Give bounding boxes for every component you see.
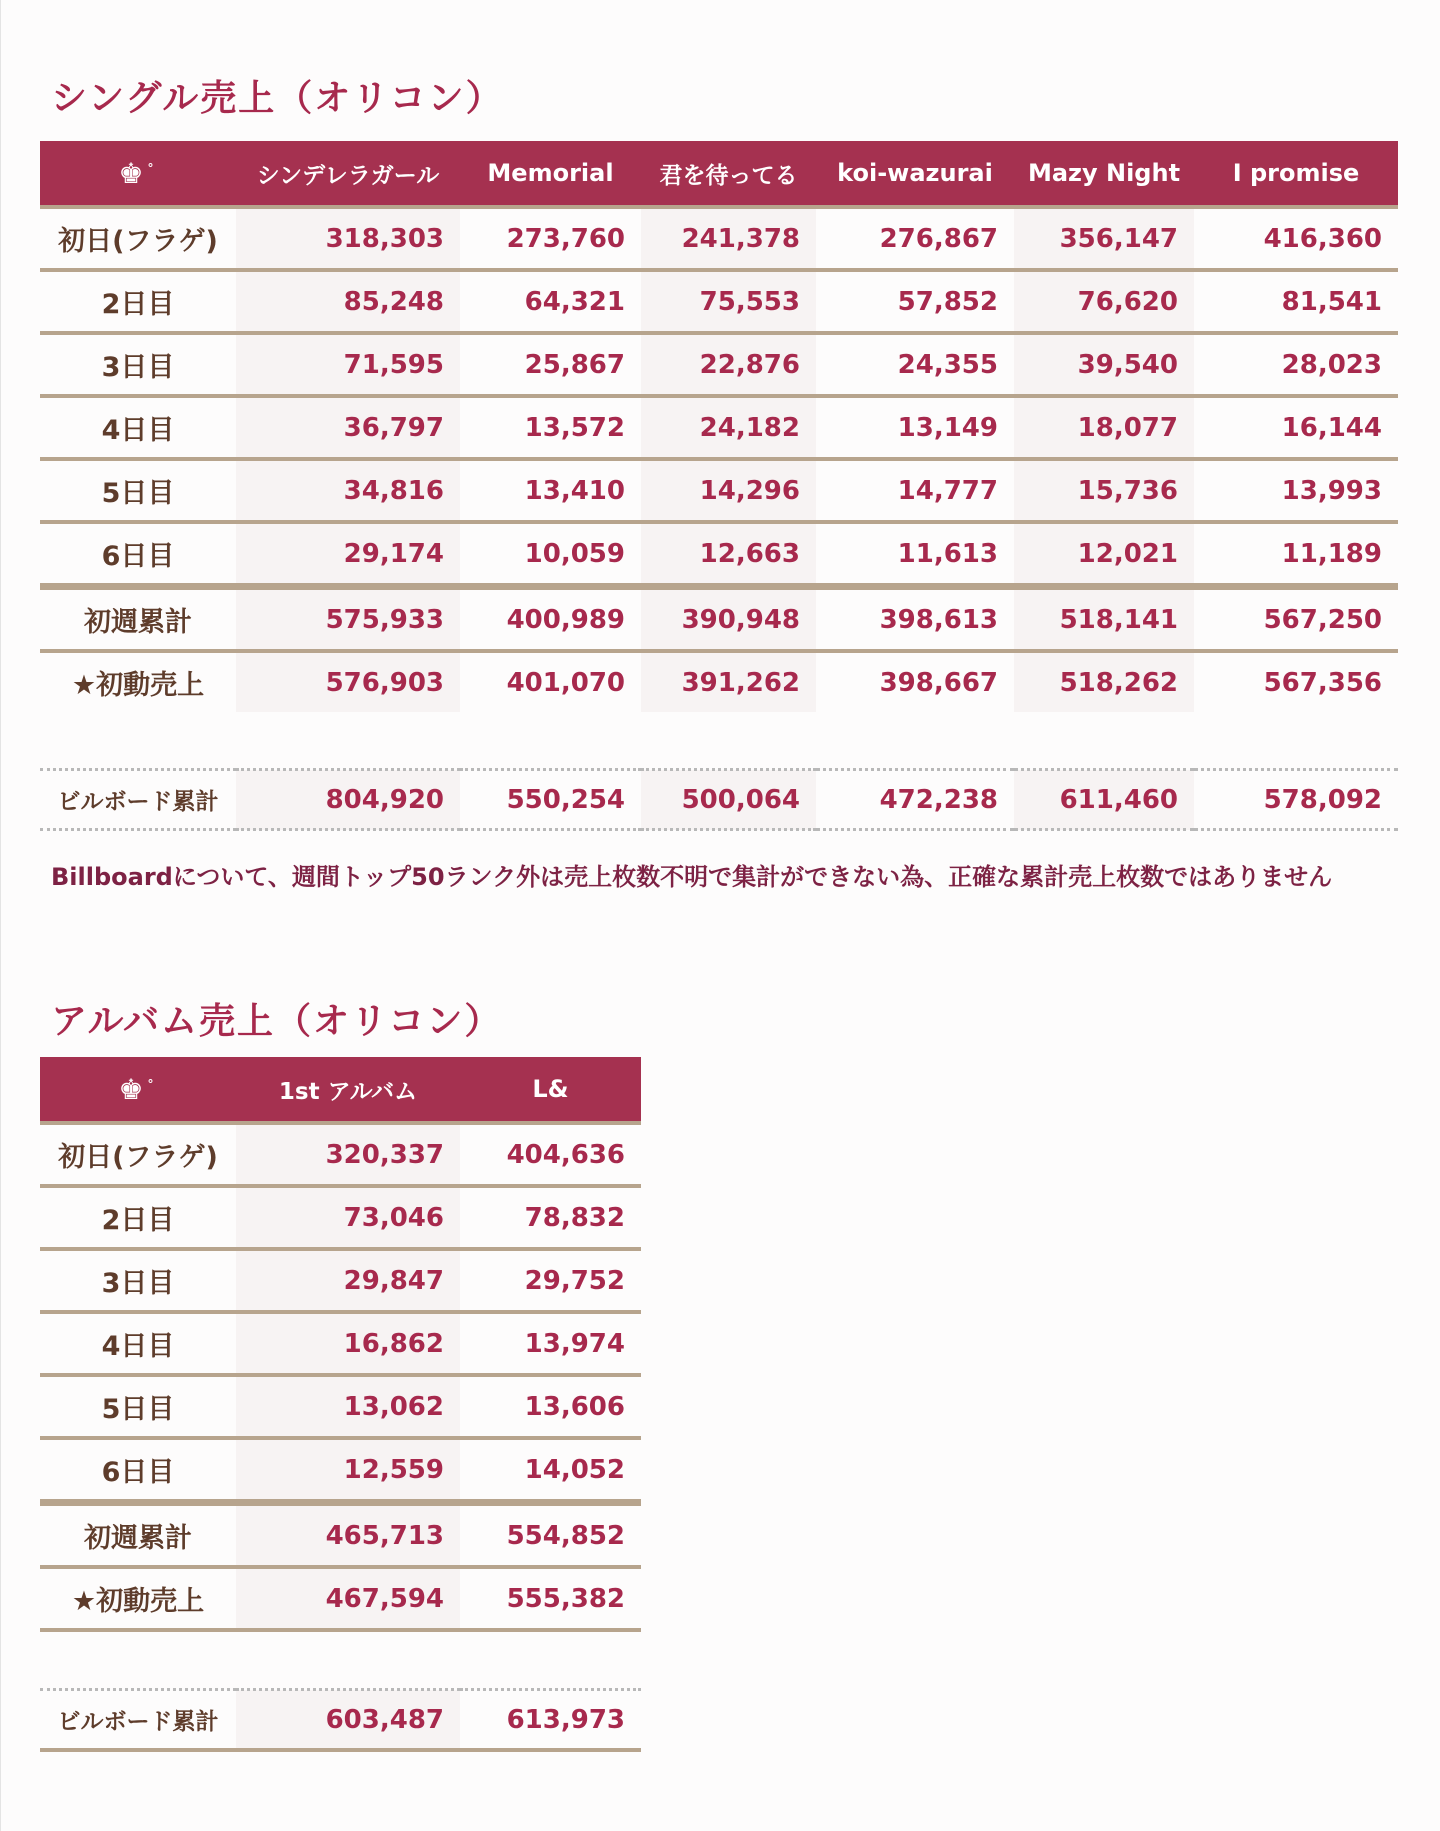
sales-cell: 398,613 (816, 587, 1014, 652)
sales-cell: 12,021 (1014, 522, 1194, 587)
sales-cell: 36,797 (236, 396, 460, 459)
table-row-billboard-total (40, 1690, 641, 1751)
row-label: 3日目 (40, 333, 236, 396)
sales-cell: 804,920 (236, 770, 460, 830)
sales-cell: 416,360 (1194, 207, 1398, 270)
sales-cell: 14,296 (641, 459, 816, 522)
sales-cell: 576,903 (236, 651, 460, 712)
singles-header-kimi-wo-matteru: 君を待ってる (641, 141, 816, 207)
row-label: 5日目 (40, 1375, 236, 1438)
row-label: 5日目 (40, 459, 236, 522)
sales-cell: 518,262 (1014, 651, 1194, 712)
sales-cell: 613,973 (460, 1690, 641, 1751)
singles-header-memorial: Memorial (460, 141, 641, 207)
sales-cell: 85,248 (236, 270, 460, 333)
singles-header-row (40, 141, 1398, 207)
crown-icon: ♚° (40, 1057, 236, 1123)
singles-header-cinderella-girl: シンデレラガール (236, 141, 460, 207)
row-label: ビルボード累計 (40, 770, 236, 830)
sales-cell: 13,974 (460, 1312, 641, 1375)
sales-cell: 567,250 (1194, 587, 1398, 652)
table-row (40, 522, 1398, 587)
crown-icon: ♚° (40, 141, 236, 207)
sales-cell: 73,046 (236, 1186, 460, 1249)
sales-cell: 398,667 (879, 667, 998, 698)
sales-cell: 22,876 (641, 333, 816, 396)
sales-cell: 16,144 (1194, 396, 1398, 459)
table-row (40, 459, 1398, 522)
sales-cell: 550,254 (460, 770, 641, 830)
table-row (40, 1249, 641, 1312)
sales-cell: 13,572 (460, 396, 641, 459)
row-label: 初週累計 (40, 587, 236, 652)
table-row-first-week-total (40, 587, 1398, 652)
table-row (40, 1438, 641, 1503)
table-row (40, 1312, 641, 1375)
albums-header-l-and: L& (460, 1057, 641, 1123)
sales-cell: 64,321 (460, 270, 641, 333)
table-row (40, 1375, 641, 1438)
row-label: 4日目 (40, 1312, 236, 1375)
table-row (40, 270, 1398, 333)
sales-cell: 13,410 (460, 459, 641, 522)
sales-cell: 555,382 (460, 1567, 641, 1630)
sales-cell: 13,606 (460, 1375, 641, 1438)
row-label: 6日目 (40, 1438, 236, 1503)
albums-sales-table (40, 1057, 641, 1752)
sales-cell: 14,777 (816, 459, 1014, 522)
sales-cell: 15,736 (1014, 459, 1194, 522)
sales-cell: 57,852 (816, 270, 1014, 333)
table-row (40, 333, 1398, 396)
sales-cell: 467,594 (236, 1567, 460, 1630)
sales-cell: 13,149 (816, 396, 1014, 459)
sales-cell: 276,867 (816, 207, 1014, 270)
sales-cell: 75,553 (641, 270, 816, 333)
row-label: 4日目 (40, 396, 236, 459)
dotted-divider (40, 712, 1398, 770)
row-label: ★初動売上 (40, 1567, 236, 1630)
row-label: 2日目 (40, 1186, 236, 1249)
sales-cell: 24,182 (641, 396, 816, 459)
singles-header-koi-wazurai: koi-wazurai (816, 141, 1014, 207)
row-label: 初週累計 (40, 1503, 236, 1568)
singles-sales-table (40, 141, 1398, 831)
sales-cell: 39,540 (1014, 333, 1194, 396)
sales-cell: 13,062 (236, 1375, 460, 1438)
sales-cell: 71,595 (236, 333, 460, 396)
sales-cell: 78,832 (460, 1186, 641, 1249)
albums-header-row (40, 1057, 641, 1123)
sales-cell: 575,933 (236, 587, 460, 652)
table-row-first-week-total (40, 1503, 641, 1568)
table-spacer (40, 712, 1398, 770)
sales-cell: 404,636 (460, 1123, 641, 1186)
table-row-billboard-total (40, 770, 1398, 830)
table-row (40, 396, 1398, 459)
sales-cell: 11,613 (816, 522, 1014, 587)
sales-cell: 81,541 (1194, 270, 1398, 333)
row-label: ★初動売上 (71, 670, 205, 701)
page-left-border (0, 0, 1, 1831)
table-row-initial-sales (40, 651, 1398, 712)
sales-cell: 10,059 (460, 522, 641, 587)
sales-cell: 603,487 (236, 1690, 460, 1751)
sales-cell: 29,847 (236, 1249, 460, 1312)
albums-header-1st-album: 1st アルバム (236, 1057, 460, 1123)
sales-cell: 25,867 (460, 333, 641, 396)
singles-header-i-promise: I promise (1194, 141, 1398, 207)
sales-cell: 76,620 (1014, 270, 1194, 333)
row-label: 3日目 (40, 1249, 236, 1312)
sales-cell: 273,760 (460, 207, 641, 270)
sales-cell: 401,070 (506, 667, 625, 698)
sales-cell: 16,862 (236, 1312, 460, 1375)
sales-cell: 500,064 (641, 770, 816, 830)
sales-cell: 567,356 (1263, 667, 1382, 698)
sales-cell: 465,713 (236, 1503, 460, 1568)
sales-cell: 518,141 (1014, 587, 1194, 652)
table-row (40, 1123, 641, 1186)
sales-cell: 28,023 (1194, 333, 1398, 396)
sales-cell: 554,852 (460, 1503, 641, 1568)
sales-cell: 318,303 (236, 207, 460, 270)
sales-cell: 241,378 (641, 207, 816, 270)
sales-cell: 29,174 (236, 522, 460, 587)
table-spacer (40, 1630, 641, 1690)
sales-cell: 320,337 (236, 1123, 460, 1186)
sales-cell: 611,460 (1014, 770, 1194, 830)
sales-cell: 472,238 (816, 770, 1014, 830)
sales-cell: 34,816 (236, 459, 460, 522)
sales-cell: 400,989 (460, 587, 641, 652)
albums-section-title: アルバム売上（オリコン） (51, 1000, 503, 1042)
sales-cell: 12,663 (641, 522, 816, 587)
dotted-divider (40, 1630, 641, 1690)
table-row (40, 1186, 641, 1249)
row-label: 2日目 (40, 270, 236, 333)
sales-cell: 24,355 (816, 333, 1014, 396)
sales-cell: 13,993 (1194, 459, 1398, 522)
table-row (40, 207, 1398, 270)
sales-cell: 391,262 (641, 651, 816, 712)
sales-cell: 14,052 (460, 1438, 641, 1503)
singles-section-title: シングル売上（オリコン） (51, 77, 504, 119)
billboard-note: Billboardについて、週間トップ50ランク外は売上枚数不明で集計ができない為、正確な累計売上枚数ではありません (51, 863, 1333, 891)
table-row-initial-sales (40, 1567, 641, 1630)
sales-cell: 11,189 (1194, 522, 1398, 587)
row-label: ビルボード累計 (40, 1690, 236, 1751)
row-label: 初日(フラゲ) (40, 1123, 236, 1186)
sales-cell: 390,948 (641, 587, 816, 652)
sales-cell: 578,092 (1194, 770, 1398, 830)
row-label: 初日(フラゲ) (40, 207, 236, 270)
singles-header-mazy-night: Mazy Night (1014, 141, 1194, 207)
sales-cell: 356,147 (1014, 207, 1194, 270)
sales-cell: 29,752 (460, 1249, 641, 1312)
sales-cell: 18,077 (1014, 396, 1194, 459)
sales-cell: 12,559 (236, 1438, 460, 1503)
row-label: 6日目 (40, 522, 236, 587)
